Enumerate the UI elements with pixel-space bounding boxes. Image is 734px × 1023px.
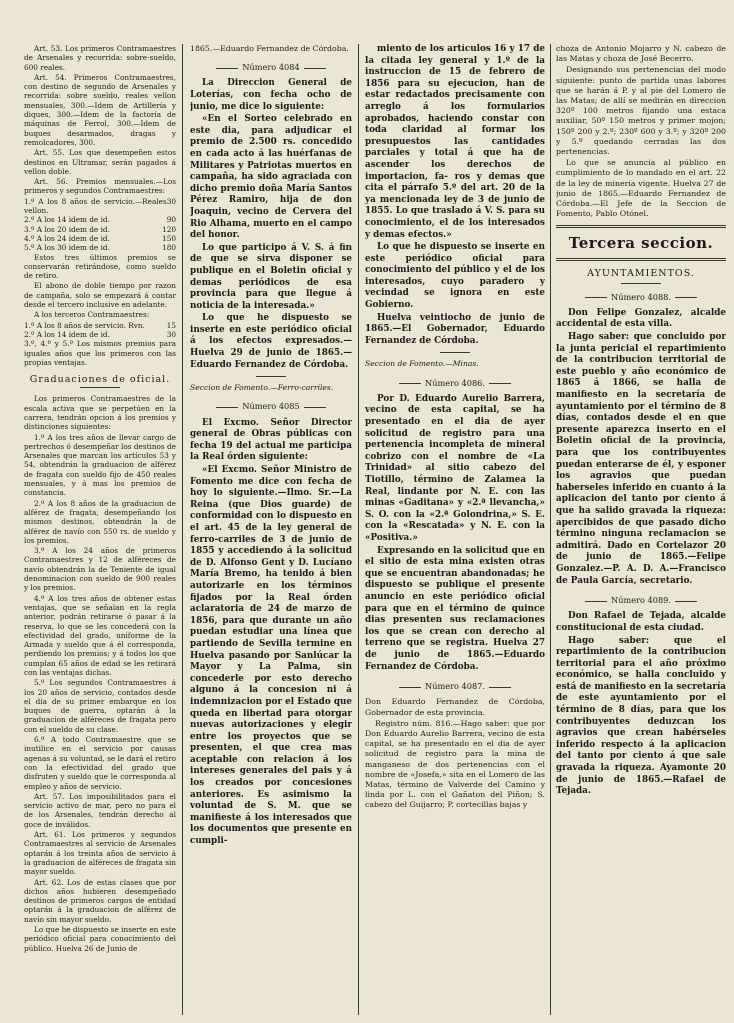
paragraph: Los primeros Contramaestres de la escala activa que se perpetúen en la carrera, tendrán opcion á los premios y distinciones siguientes: (24, 394, 176, 432)
premio-row: 3.º A los 20 idem de id. 120 (24, 224, 176, 234)
notice-body (365, 44, 545, 347)
paragraph: 1.º A los tres años de llevar cargo de pertrechos ó desempeñar los destinos de Arsenales que marcan los artículos 53 y 54, obtendrán la graduacion de alférez de fragata con sueldo fijo de 450 reales mensuales, y á mas los premios de constancia. (24, 432, 176, 498)
column-rule (358, 44, 359, 1015)
notice-body (556, 308, 726, 587)
section-heading: AYUNTAMIENTOS. (556, 269, 726, 283)
paragraph: Expresando en la solicitud que en el sitio de esta mina existen otras que se encuentran abandonadas; he dispuesto se publique el presente anuncio en este periódico oficial para que en el término de quince dias presenten sus reclamaciones los que se crean con derecho al terreno que se registra. Huelva 27 de junio de 1865.—Eduardo Fernandez de Córdoba. (365, 545, 545, 672)
paragraph: Art. 56. Premios mensuales.—Los primeros y segundos Contramaestres: (24, 177, 176, 196)
premio-row: 1.º A los 8 años de servicio. Rvn. 15 (24, 320, 176, 330)
divider (556, 258, 726, 261)
paragraph: 3.º, 4.º y 5.º Los mismos premios para iguales años que los primeros con las propias ventajas. (24, 339, 176, 367)
column-rule (550, 44, 551, 1015)
notice-number: Número 4089. (556, 595, 726, 605)
paragraph: El abono de doble tiempo por razon de campaña, solo se empezará á contar desde el tercero inclusive en adelante. (24, 281, 176, 310)
paragraph: 5.º Los segundos Contramaestres á los 20 años de servicio, contados desde el dia de su primer embarque en los buques de guerra, optarán á la graduacion de alféreces de fragata pero con el sueldo de su clase. (24, 678, 176, 734)
premio-row: 2.º A los 14 idem de id. 90 (24, 215, 176, 225)
premio-row: 2.º A los 14 idem de id. 30 (24, 329, 176, 339)
paragraph: Art. 57. Los imposibilitados para el servicio activo de mar, pero no para el de los Arsenales, tendrán derecho al goce de inválidos. (24, 791, 176, 829)
column-1 (24, 44, 176, 1015)
section-title: Tercera seccion. (568, 234, 714, 253)
paragraph: Registro núm. 816.—Hago saber: que por Don Eduardo Aurelio Barrera, vecino de esta capital, se ha presentado en el dia de ayer solicitud de registro para la mina de manganeso de dos pertenencias con el nombre de «Josefa,» sita en el Lomero de las Matas, término de Valverde del Camino y linda por L. con el Gañaton del Piñon; S. cabezo del Guijarro; P. cortecillas bajas y (365, 718, 545, 810)
paragraph: El Excmo. Señor Director general de Obras públicas con fecha 19 del actual me participa la Real órden siguiente: (190, 417, 352, 463)
paragraph: 6.º A todo Contramaestre que se inutilice en el servicio por causas agenas á su voluntad, se le dará el retiro con la efectividad del grado que disfruten y sueldo que le corresponda al empleo y años de servicio. (24, 735, 176, 791)
paragraph: choza de Antonio Mojarro y N. cabezo de las Matas y choza de José Becerro. (556, 44, 726, 64)
paragraph: Designando sus pertenencias del modo siguiente: punto de partida unas labores que se harán á P. y al pie del Lomero de las Matas; de allí se medirán en direccion 320º 100 metros fijando una estaca auxiliar, 50º 150 metros y primer mojon; 150º 200 y 2.º; 230º 600 y 3.º; y 320º 200 y 5.º quedando cerradas las dos pertenencias. (556, 65, 726, 157)
paragraph: Lo que he dispuesto se inserte en este periódico oficial á los efectos expresados.—Huelva 29 de junio de 1865.—Eduardo Fernandez de Córdoba. (190, 313, 352, 370)
notice-number: Número 4086. (365, 378, 545, 388)
notice-number: Número 4085 (190, 401, 352, 411)
paragraph: 4.º A los tres años de obtener estas ventajas, que se señalan en la regla anterior, podrán retirarse ó pasar á la reserva, lo que se les concederá con la efectividad del grado, uniforme de la Armada y sueldo que á él corresponda, perdiendo los premios; y á todos los que cumplan 65 años de edad se les retirará con las ventajas dichas. (24, 593, 176, 677)
paragraph: Don Eduardo Fernandez de Córdoba, Gobernador de esta provincia. (365, 697, 545, 717)
paragraph: «El Excmo. Señor Ministro de Fomento me dice con fecha de hoy lo siguiente.—Ilmo. Sr.—La Reina (que Dios guarde) de conformidad con lo dispuesto en el art. 45 de la ley general de ferro-carriles de 3 de junio de 1855 y accediendo á la solicitud de D. Alfonso Gent y D. Lucíano María Bremo, ha tenido á bien autorizarle en los términos fijados por la Real órden aclaratoria de 24 de marzo de 1856, para que durante un año puedan estudiar una línea que partiendo de Sevilla termine en Huelva pasando por Sanlúcar la Mayor y La Palma, sin concederle por esto derecho alguno á la concesion ni á indemnizacion por el Estado que queda en libertad para otorgar nuevas autorizaciones y elegir entre los proyectos que se presenten, el que crea mas aceptable con relacion á los intereses generales del pais y á los creados por concesiones anteriores. Es asimismo la voluntad de S. M. que se manifieste á los interesados que los documentos que presente en cumpli- (190, 465, 352, 847)
notice-body (190, 418, 352, 848)
notice-number: Número 4084 (190, 62, 352, 72)
paragraph: Hago saber: que el repartimiento de la contribucion territorial para el año próximo económico, se halla concluido y está de manifiesto en la secretaría de este ayuntamiento por el término de 8 días, para que los contribuyentes deduzcan los agravios que crean habérseles inferido respecto á la aplicacion del tanto por ciento á que sale gravada la riqueza. Ayamonte 20 de junio de 1865.—Rafael de Tejada. (556, 635, 726, 797)
paragraph: Hago saber: que concluido por la junta pericial el repartimiento de la contribucion territorial de este pueblo y año económico de 1865 á 1866, se halla de manifiesto en la secretaría de ayuntamiento por el término de 8 días, contados desde el en que presente aparezca inserto en el Boletin oficial de la provincia, para que los contribuyentes puedan enterarse de él, y esponer los agravios que puedan haberseles inferido en cuanto á la aplicacion del tanto por ciento á que ha salido gravada la riqueza: apercibidos de que pasado dicho término ninguna reclamacion se admitirá. Dado en Cortelazor 20 de junio de 1865.—Felipe Gonzalez.—P. A. D. A.—Francisco de Paula García, secretario. (556, 332, 726, 586)
section-subheading: Seccion de Fomento.—Ferro-carriles. (190, 383, 334, 393)
premio-row: 4.º A los 24 idem de id. 150 (24, 233, 176, 243)
divider (556, 225, 726, 228)
notice-body (556, 611, 726, 798)
paragraph: Lo que se anuncia al público en cumplimiento de lo mandado en el art. 22 de la ley de minería vigente. Huelva 27 de junio de 1865.—Eduardo Fernandez de Córdoba.—El Jefe de la Seccion de Fomento, Pablo Otónel. (556, 158, 726, 219)
paragraph: Huelva veintiocho de junio de 1865.—El Gobernador, Eduardo Fernandez de Córdoba. (365, 312, 545, 346)
paragraph: Estos tres últimos premios se conservarán retirándose, como sueldo de retiro. (24, 252, 176, 281)
paragraph: 1865.—Eduardo Fernandez de Córdoba. (190, 44, 349, 53)
notice-number: Número 4087. (365, 681, 545, 691)
divider (256, 376, 286, 377)
paragraph: Art. 62. Los de estas clases que por dichos años hubieren desempeñado destinos de primeros cargos de entidad optarán á la graduacion de alférez de navío sin mayor sueldo. (24, 877, 176, 924)
notice-body (365, 394, 545, 673)
paragraph: Don Felipe Gonzalez, alcalde accidental de esta villa. (556, 307, 726, 330)
section-subheading: Seccion de Fomento.—Minas. (365, 359, 479, 369)
paragraph: Lo que he dispuesto se inserte en este periódico oficial para conocimiento del público. Huelva 26 de Junio de (24, 925, 176, 953)
paragraph: Lo que participo á V. S. á fin de que se sirva disponer se publique en el Boletin oficial y demas periódicos de esa provincia para que llegue á noticia de la interesada.» (190, 242, 352, 311)
paragraph: Art. 54. Primeros Contramaestres, con destino de segundo de Arsenales y recorrida: sobre sueldo, reales vellon mensuales, 300.—Idem de Artillería y diques, 300.—Idem de la factoría de máquinas de Ferrol, 300.—Idem de buques desarmados, dragas y remolcadores, 300. (24, 72, 176, 147)
paragraph: Art. 53. Los primeros Contramaestres de Arsenales y recorrida: sobre-sueldo, 600 reales. (24, 44, 176, 72)
divider (440, 352, 470, 353)
paragraph: «En el Sorteo celebrado en este dia, para adjudicar el premio de 2.500 rs. concedido en cada acto á las huérfanas de Militares y Patriotas muertos en campaña, ha sido agraciada con dicho premio doña María Santos Pérez Ramiro, hija de don Joaquin, vecino de Cervera del Rio Alhama, muerto en el campo del honor. (190, 114, 352, 241)
notice-number: Número 4088. (556, 292, 726, 302)
column-4 (556, 44, 726, 1015)
paragraph: Por D. Eduardo Aurelio Barrera, vecino de esta capital, se ha presentado en el dia de ayer solicitud de registro para una pertenencia incompleta de mineral cobrizo con el nombre de «La Trinidad» al sitio cabezo del Tiotillo, término de Zalamea la Real, lindante por N. E. con las minas «Gaditana» y «2.ª llevancha,» S. O. con la «2.ª Golondrina,» S. E. con la «Rescatada» y N. E. con la «Positiva.» (365, 393, 545, 543)
paragraph: Art. 61. Los primeros y segundos Contramaestres al servicio de Arsenales optarán á los treinta años de servicio á la graduacion de alféreces de fragata sin mayor sueldo. (24, 830, 176, 877)
notice-body (190, 78, 352, 371)
paragraph: 2.º A los 8 años de la graduacion de alférez de fragata, desempeñando los mismos destinos, obtendrán la de alférez de navío con 550 rs. de sueldo y los premios. (24, 498, 176, 545)
paragraph: La Direccion General de Loterías, con fecha ocho de junio, me dice lo siguiente: (190, 78, 352, 112)
paragraph: Lo que he dispuesto se inserte en este periódico oficial para conocimiento del público y el de los interesados, cuyo paradero y vecindad se ignora en este Gobierno. (365, 242, 545, 311)
paragraph: miento de los artículos 16 y 17 de la citada ley general y 1.º de la instruccion de 15 de febrero de 1856 para su ejecucion, han de estar redactados precisamente con arreglo á los formularios aprobados, haciendo constar con toda claridad al formar los presupuestos las cantidades parciales y total á que ha de ascender los derechos de importacion, fa- ros y demas que cita el párrafo 5.º del art. 20 de la ya mencionada ley de 3 de junio de 1855. Lo que traslado á V. S. para su conocimiento, el de los interesados y demas efectos.» (365, 44, 545, 240)
paragraph: 3.º A los 24 años de primeros Contramaestres y 12 de alféreces de navío obtendrán la de Teniente de igual denominacion con sueldo de 900 reales y los premios. (24, 546, 176, 593)
column-2 (190, 44, 352, 1015)
premio-row: 5.º A los 30 idem de id. 180 (24, 243, 176, 253)
column-rule (182, 44, 183, 1015)
paragraph: Don Rafael de Tejada, alcalde constitucional de esta ciudad. (556, 611, 726, 633)
paragraph: A los terceros Contramaestres: (34, 310, 150, 320)
column-3 (365, 44, 545, 1015)
paragraph: Art. 55. Los que desempeñen estos destinos en Ultramar, serán pagados á vellon doble. (24, 148, 176, 176)
section-heading: Graduaciones de oficial. (24, 375, 176, 388)
premio-row: 1.º A los 8 años de servicio.—Reales vellon. 30 (24, 196, 176, 216)
